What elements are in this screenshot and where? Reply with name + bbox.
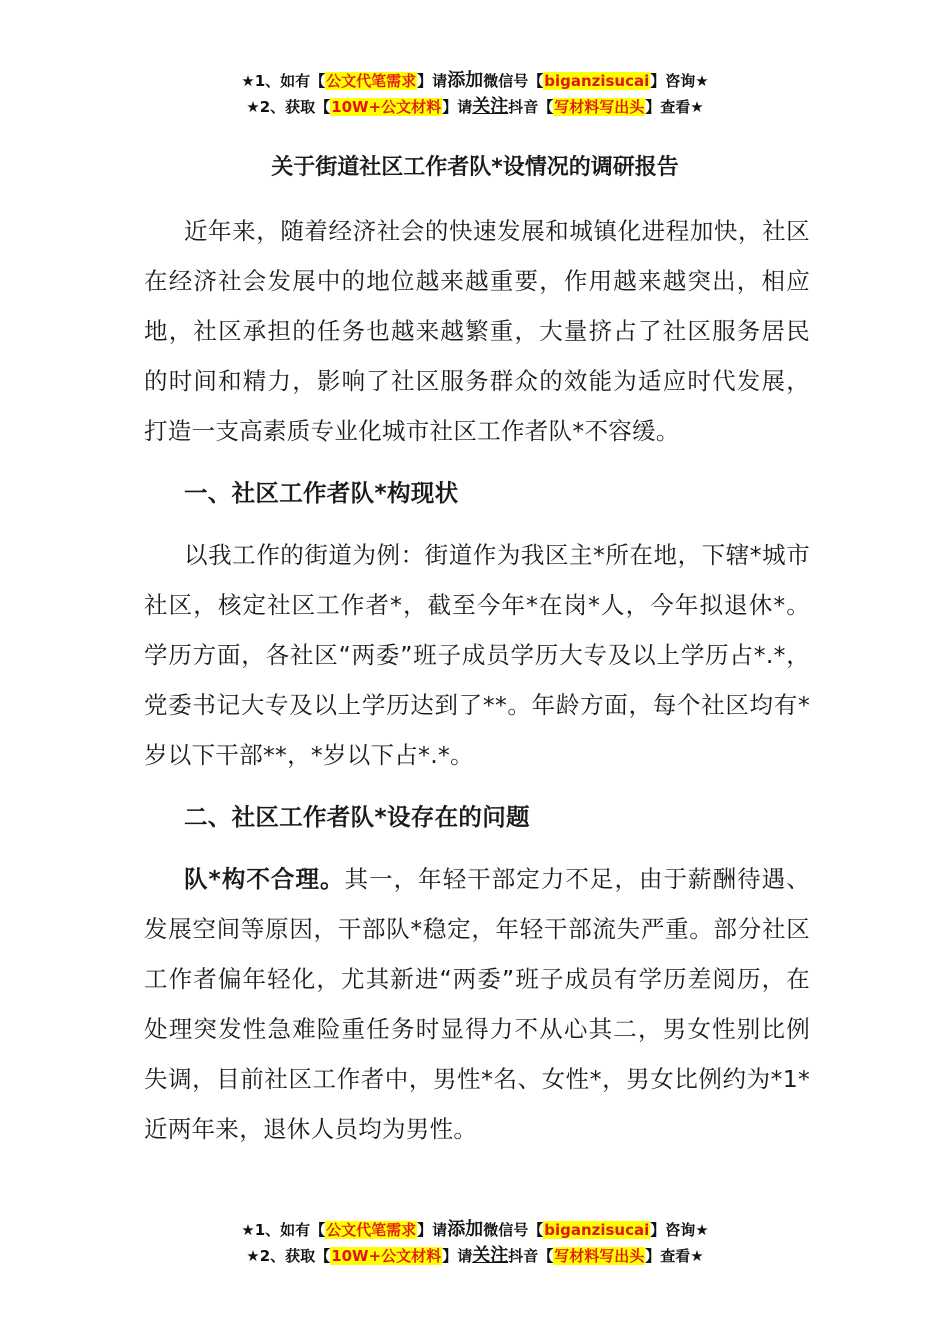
section-heading-2: 二、社区工作者队*设存在的问题 [184, 803, 530, 831]
highlight-service: 公文代笔需求 [326, 72, 417, 90]
document-title: 关于街道社区工作者队*设情况的调研报告 [271, 155, 679, 180]
footer-banner [0, 1217, 950, 1269]
highlight-wechat-id: biganzisucai [544, 72, 650, 90]
highlight-service: 公文代笔需求 [326, 1221, 417, 1239]
intro-paragraph: 近年来，随着经济社会的快速发展和城镇化进程加快，社区在经济社会发展中的地位越来越重要，作用越来越突出，相应地，社区承担的任务也越来越繁重，大量挤占了社区服务居民的时间和精力，影响了社区服务群众的效能为适应时代发展，打造一支高素质专业化城市社区工作者队*不容缓。 [144, 217, 810, 445]
section-2-paragraph [144, 854, 810, 1154]
section-heading-1: 一、社区工作者队*构现状 [184, 479, 459, 507]
banner-line-1: ★1、如有【公文代笔需求】请添加微信号【biganzisucai】咨询★ [241, 1219, 709, 1240]
highlight-materials: 10W+公文材料 [331, 98, 442, 116]
highlight-wechat-id: biganzisucai [544, 1221, 650, 1239]
highlight-materials: 10W+公文材料 [331, 1247, 442, 1265]
highlight-douyin-id: 写材料写出头 [554, 98, 645, 116]
section-1-paragraph: 以我工作的街道为例：街道作为我区主*所在地，下辖*城市社区，核定社区工作者*，截至今年*在岗*人，今年拟退休*。学历方面，各社区“两委”班子成员学历大专及以上学历占*.*，党委书记大专及以上学历达到了**。年龄方面，每个社区均有*岁以下干部**，*岁以下占*.*。 [144, 541, 810, 769]
banner-line-2: ★2、获取【10W+公文材料】请关注抖音【写材料写出头】查看★ [246, 1245, 704, 1266]
section-2-lead: 队*构不合理。 [184, 865, 345, 893]
section-2-text: 其一，年轻干部定力不足，由于薪酬待遇、发展空间等原因，干部队*稳定，年轻干部流失严重。部分社区工作者偏年轻化，尤其新进“两委”班子成员有学历差阅历，在处理突发性急难险重任务时显得力不从心其二，男女性别比例失调，目前社区工作者中，男性*名、女性*，男女比例约为*1*近两年来，退休人员均为男性。 [144, 865, 810, 1143]
banner-line-1: ★1、如有【公文代笔需求】请添加微信号【biganzisucai】咨询★ [241, 70, 709, 91]
highlight-douyin-id: 写材料写出头 [554, 1247, 645, 1265]
document-body [144, 206, 810, 1154]
banner-line-2: ★2、获取【10W+公文材料】请关注抖音【写材料写出头】查看★ [246, 96, 704, 117]
header-banner [0, 68, 950, 120]
